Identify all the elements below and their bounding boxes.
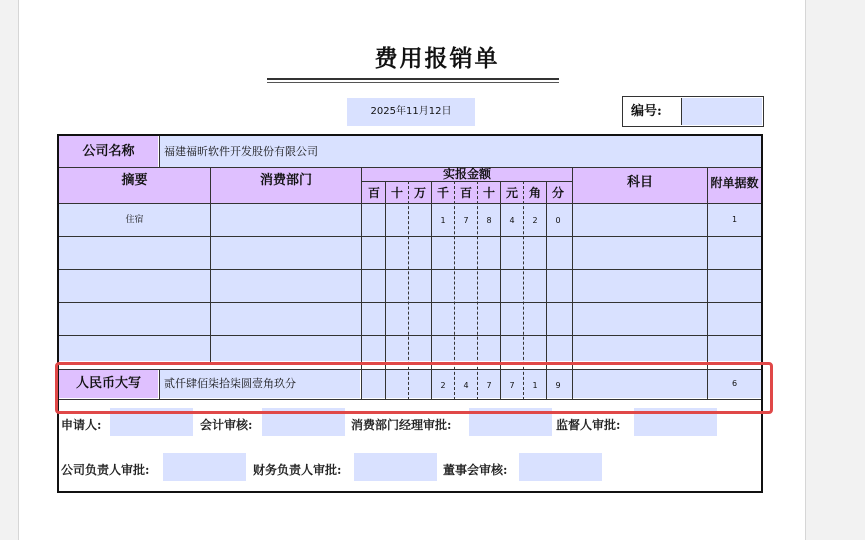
- divider: [59, 236, 761, 237]
- unit-wan: 万: [413, 186, 426, 200]
- supervisor-label: 监督人审批:: [556, 418, 621, 432]
- row-4[interactable]: [59, 303, 761, 335]
- unit-shi: 十: [390, 186, 403, 200]
- total-digit: 1: [532, 381, 538, 390]
- divider: [159, 136, 160, 167]
- unit-qian: 千: [436, 186, 449, 200]
- title-underline-thin: [267, 82, 559, 83]
- company-label: 公司名称: [59, 136, 158, 167]
- total-label: 人民币大写: [59, 370, 158, 398]
- row-3[interactable]: [59, 270, 761, 302]
- total-digit: 7: [486, 381, 492, 390]
- header-department: 消费部门: [211, 168, 361, 203]
- row-1-digit: 8: [486, 216, 492, 225]
- dept-manager-label: 消费部门经理审批:: [351, 418, 452, 432]
- divider: [59, 269, 761, 270]
- unit-fen: 分: [551, 186, 564, 200]
- total-digit: 7: [509, 381, 515, 390]
- row-1-digit: 7: [463, 216, 469, 225]
- company-head-field[interactable]: [163, 453, 246, 481]
- total-digit: 4: [463, 381, 469, 390]
- row-1-digit: 2: [532, 216, 538, 225]
- number-field[interactable]: [681, 98, 762, 125]
- board-field[interactable]: [519, 453, 602, 481]
- title-underline: [267, 78, 559, 80]
- expense-table: [57, 134, 763, 493]
- document-page: [18, 0, 806, 540]
- form-title: 费用报销单: [374, 45, 500, 72]
- divider: [59, 335, 761, 336]
- unit-shi-2: 十: [482, 186, 495, 200]
- total-attachments[interactable]: 6: [708, 370, 761, 398]
- company-head-label: 公司负责人审批:: [61, 463, 150, 477]
- company-field[interactable]: 福建福昕软件开发股份有限公司: [160, 136, 761, 167]
- row-5[interactable]: [59, 336, 761, 361]
- total-digit: 2: [440, 381, 446, 390]
- finance-head-field[interactable]: [354, 453, 437, 481]
- accounting-label: 会计审核:: [200, 418, 253, 432]
- divider: [210, 167, 211, 363]
- row-1-digit: 4: [509, 216, 515, 225]
- date-field[interactable]: 2025年11月12日: [347, 98, 475, 126]
- divider: [59, 302, 761, 303]
- finance-head-label: 财务负责人审批:: [253, 463, 342, 477]
- header-amount: 实报金额: [362, 168, 572, 181]
- unit-bai-2: 百: [459, 186, 472, 200]
- total-words[interactable]: 贰仟肆佰柒拾柒圆壹角玖分: [160, 370, 360, 398]
- total-digit: 9: [555, 381, 561, 390]
- row-1-digit: 1: [440, 216, 446, 225]
- selection-highlight: [55, 362, 773, 414]
- number-label: 编号:: [631, 104, 662, 119]
- row-1-digit: 0: [555, 216, 561, 225]
- applicant-label: 申请人:: [61, 418, 102, 432]
- row-1-summary[interactable]: 住宿: [125, 215, 144, 225]
- unit-bai: 百: [367, 186, 380, 200]
- divider: [362, 181, 572, 182]
- header-attachments: 附单据数: [708, 168, 761, 203]
- row-2[interactable]: [59, 237, 761, 269]
- unit-yuan: 元: [505, 186, 518, 200]
- header-summary: 摘要: [59, 168, 210, 203]
- row-1-attachments[interactable]: 1: [731, 215, 738, 224]
- header-subject: 科目: [573, 168, 707, 203]
- board-label: 董事会审核:: [443, 463, 508, 477]
- unit-jiao: 角: [528, 186, 541, 200]
